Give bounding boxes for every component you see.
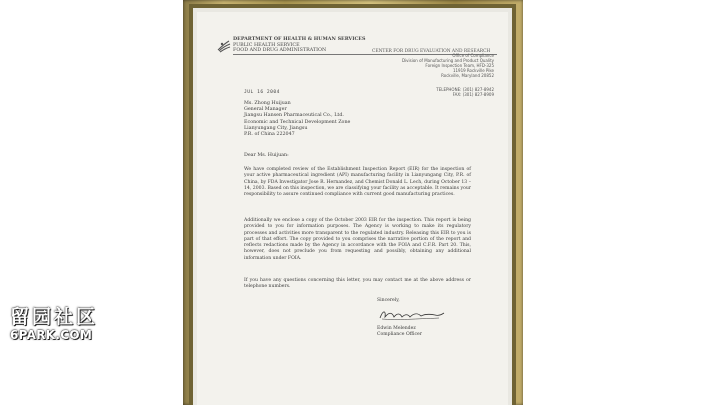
address-line: Office of Compliance <box>452 53 494 58</box>
date-stamp: JUL 16 2004 <box>244 90 280 95</box>
handwritten-signature <box>377 308 447 322</box>
body-paragraph: If you have any questions concerning this letter, you may contact me at the above address or telephone numbers. <box>244 278 471 290</box>
fax: FAX: (301) 827-8909 <box>452 92 494 98</box>
signer-name: Edwin Melendez <box>377 326 416 331</box>
recipient-line: Jiangsu Hansen Pharmaceutical Co., Ltd. <box>244 113 344 119</box>
address-line: Division of Manufacturing and Product Quality <box>401 58 494 63</box>
watermark-site: 6PARK.COM <box>10 328 93 342</box>
recipient-line: Lianyungang City, Jiangsu <box>244 125 308 131</box>
recipient-line: General Manager <box>244 107 287 113</box>
signer-block <box>377 326 422 338</box>
office-address <box>402 53 494 78</box>
recipient-line: Ms. Zhong Huijuan <box>244 101 291 106</box>
agency-header <box>233 37 365 54</box>
body-paragraph: Additionally we enclose a copy of the October 2003 EIR for the inspection. This report is being provided to you for information purposes. The Agency is working to make its regulatory processes and activities more transparent to the regulated industry. Releasing this EIR to you is part of that effort. The copy provided to you comprises the narrative portion of the report and reflects redactions made by the Agency in accordance with the FOIA and C.F.R. Part 20. This, however, does not preclude you from requesting and possibly, obtaining any additional information under FOIA. <box>244 218 471 261</box>
letter-page <box>197 12 508 405</box>
contact-numbers <box>436 87 494 97</box>
body-paragraph: We have completed review of the Establishment Inspection Report (EIR) for the inspection of your active pharmaceutical ingredient (API) manufacturing facility in Lianyungang City, P.R. of China, by FDA Investigator Jose R. Hernandez, and Chemist Donald L. Lech, during October 13 – 14, 2003. Based on this inspection, we are classifying your facility as acceptable. It remains your responsibility to assure continued compliance with current good manufacturing practices. <box>244 167 471 198</box>
recipient-line: Economic and Technical Development Zone <box>244 119 351 125</box>
service-name: PUBLIC HEALTH SERVICE <box>233 42 300 48</box>
site-watermark <box>10 306 98 342</box>
telephone: TELEPHONE: (301) 827-8942 <box>436 87 494 92</box>
administration-name: FOOD AND DRUG ADMINISTRATION <box>233 48 327 54</box>
salutation: Dear Ms. Huijuan: <box>244 153 289 158</box>
address-line: Rockville, Maryland 20852 <box>441 73 494 78</box>
center-name: CENTER FOR DRUG EVALUATION AND RESEARCH <box>372 48 491 54</box>
hhs-eagle-logo-icon <box>216 38 232 54</box>
watermark-chinese: 留园社区 <box>10 306 99 328</box>
signer-title: Compliance Officer <box>377 332 422 338</box>
address-line: 11919 Rockville Pike <box>452 68 494 73</box>
closing: Sincerely, <box>377 298 400 303</box>
department-name: DEPARTMENT OF HEALTH & HUMAN SERVICES <box>233 36 366 42</box>
recipient-block <box>244 101 350 138</box>
recipient-line: P.R. of China 222047 <box>244 132 295 138</box>
address-line: Foreign Inspection Team, HFD-325 <box>425 63 494 68</box>
